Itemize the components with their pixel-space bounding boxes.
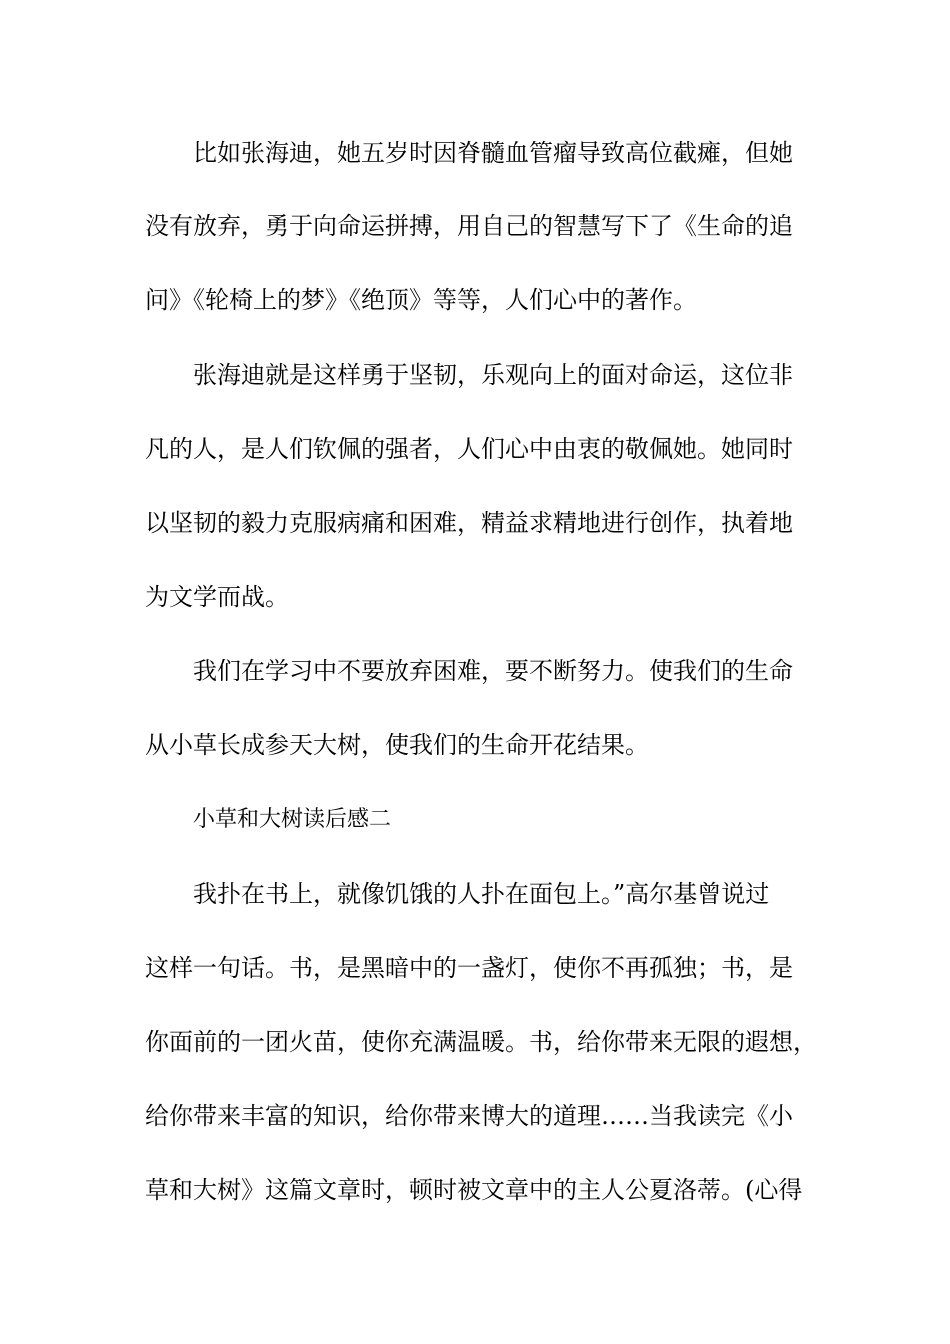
paragraph-4-line-2: 这样一句话。书，是黑暗中的一盏灯，使你不再孤独；书，是 xyxy=(145,954,793,982)
paragraph-2-line-3: 以坚韧的毅力克服病痛和困难，精益求精地进行创作，执着地 xyxy=(145,509,793,537)
paragraph-2-line-1: 张海迪就是这样勇于坚韧，乐观向上的面对命运，这位非 xyxy=(193,361,793,389)
paragraph-2-line-2: 凡的人，是人们钦佩的强者，人们心中由衷的敬佩她。她同时 xyxy=(145,435,793,463)
paragraph-2-line-4: 为文学而战。 xyxy=(145,583,289,611)
paragraph-1-line-1: 比如张海迪，她五岁时因脊髓血管瘤导致高位截瘫，但她 xyxy=(193,139,793,167)
paragraph-1-line-3: 问》《轮椅上的梦》《绝顶》等等，人们心中的著作。 xyxy=(145,286,697,314)
paragraph-4-line-5: 草和大树》这篇文章时，顿时被文章中的主人公夏洛蒂。(心得 xyxy=(145,1176,803,1204)
paragraph-4-line-1: 我扑在书上，就像饥饿的人扑在面包上。”高尔基曾说过 xyxy=(193,880,770,908)
paragraph-4-line-4: 给你带来丰富的知识，给你带来博大的道理……当我读完《小 xyxy=(145,1102,793,1130)
paragraph-3-line-1: 我们在学习中不要放弃困难，要不断努力。使我们的生命 xyxy=(193,657,793,685)
paragraph-3-line-2: 从小草长成参天大树，使我们的生命开花结果。 xyxy=(145,731,649,759)
paragraph-1-line-2: 没有放弃，勇于向命运拼搏，用自己的智慧写下了《生命的追 xyxy=(145,212,793,240)
paragraph-4-line-3: 你面前的一团火苗，使你充满温暖。书，给你带来无限的遐想， xyxy=(145,1028,817,1056)
section-heading: 小草和大树读后感二 xyxy=(193,807,392,832)
